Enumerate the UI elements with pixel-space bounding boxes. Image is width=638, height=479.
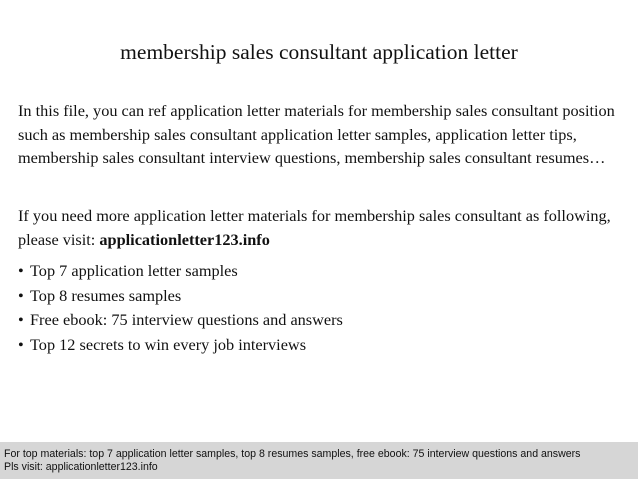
list-item-text: Free ebook: 75 interview questions and answers <box>30 310 343 329</box>
bullet-dot: • <box>18 334 24 354</box>
list-item <box>18 308 628 333</box>
list-item <box>18 284 628 309</box>
footer-banner <box>0 442 638 479</box>
list-item-text: Top 7 application letter samples <box>30 261 238 280</box>
bullet-dot: • <box>18 285 24 305</box>
footer-line-materials: For top materials: top 7 application letter samples, top 8 resumes samples, free ebook: 75 interview questions and answers <box>4 448 581 460</box>
list-item-text: Top 8 resumes samples <box>30 285 182 305</box>
list-item <box>18 259 628 284</box>
visit-text: If you need more application letter materials for membership sales consultant as following, please visit: <box>18 206 611 249</box>
intro-paragraph: In this file, you can ref application letter materials for membership sales consultant position such as membership sales consultant application letter samples, application letter tips, membership sales consultant interview questions, membership sales consultant resumes… <box>18 101 615 167</box>
bullet-dot: • <box>18 310 24 329</box>
footer-line-visit[interactable]: Pls visit: applicationletter123.info <box>4 461 158 473</box>
list-item-text: Top 12 secrets to win every job interviews <box>30 334 307 354</box>
bullet-list <box>18 259 628 357</box>
bullet-dot: • <box>18 261 24 280</box>
list-item <box>18 333 628 358</box>
page-title: membership sales consultant application letter <box>120 40 518 64</box>
visit-paragraph <box>18 204 628 251</box>
visit-link[interactable]: applicationletter123.info <box>99 229 270 249</box>
